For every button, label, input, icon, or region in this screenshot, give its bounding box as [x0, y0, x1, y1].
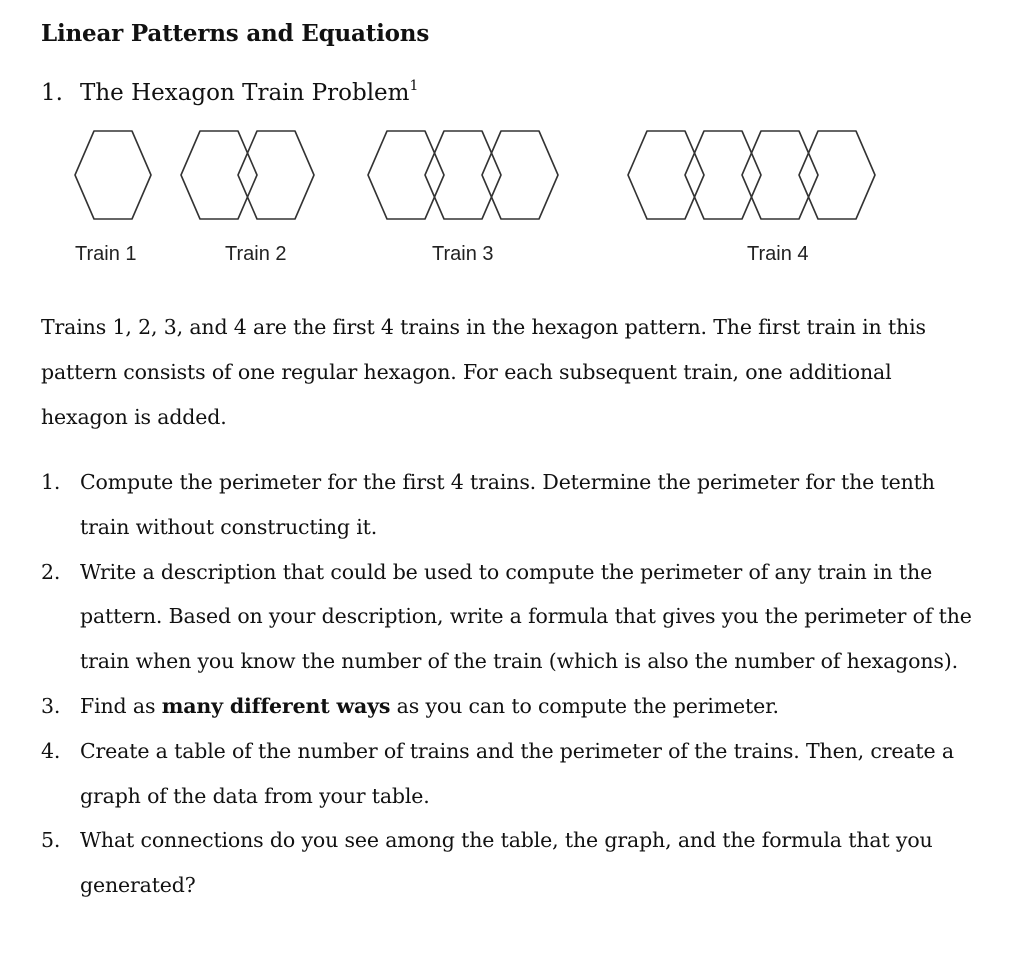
train-2-hexagon-1 — [181, 131, 257, 219]
train-2-label: Train 2 — [225, 243, 287, 265]
train-4-label: Train 4 — [747, 243, 809, 265]
problem-title: The Hexagon Train Problem — [80, 80, 410, 106]
task-item-4 — [41, 729, 981, 819]
train-4-hexagon-2 — [685, 131, 761, 219]
task-2-number: 2. — [41, 559, 61, 584]
train-4-hexagon-3 — [742, 131, 818, 219]
task-3-text-after: as you can to compute the perimeter. — [390, 693, 779, 718]
task-1-text: Compute the perimeter for the first 4 trains. Determine the perimeter for the tenth train without constructing it. — [80, 470, 935, 539]
train-4-hexagon-4 — [799, 131, 875, 219]
train-4-hexagons — [628, 131, 875, 219]
train-3-label: Train 3 — [432, 243, 494, 265]
task-list — [41, 460, 981, 908]
task-item-5 — [41, 818, 981, 908]
task-4-number: 4. — [41, 738, 61, 763]
task-3-text-before: Find as — [80, 693, 162, 718]
train-1-hexagons — [75, 131, 151, 219]
task-3-number: 3. — [41, 693, 61, 718]
train-2-hexagon-2 — [238, 131, 314, 219]
problem-heading — [41, 80, 418, 106]
task-5-text: What connections do you see among the table, the graph, and the formula that you generated? — [80, 828, 933, 898]
page-title: Linear Patterns and Equations — [41, 20, 430, 47]
task-3-emphasis: many different ways — [161, 693, 391, 718]
train-3-hexagon-1 — [368, 131, 444, 219]
footnote-marker: 1 — [409, 78, 419, 94]
train-1-hexagon-1 — [75, 131, 151, 219]
hexagon-trains-figure — [0, 120, 1024, 230]
intro-paragraph — [41, 305, 961, 440]
task-2-text: Write a description that could be used to compute the perimeter of any train in the pattern. Based on your description, write a formula that gives you the perimeter of the train when you know the number of the train (which is also the number of hexagons). — [80, 559, 972, 674]
task-item-1 — [41, 460, 981, 550]
task-item-2 — [41, 550, 981, 684]
train-3-hexagons — [368, 131, 558, 219]
task-4-text: Create a table of the number of trains and the perimeter of the trains. Then, create a graph of the data from your table. — [80, 738, 954, 808]
train-2-hexagons — [181, 131, 314, 219]
train-1-label: Train 1 — [75, 243, 137, 265]
intro-text: Trains 1, 2, 3, and 4 are the first 4 trains in the hexagon pattern. The first train in this pattern consists of one regular hexagon. For each subsequent train, one additional hexagon is added. — [41, 315, 926, 429]
problem-number: 1. — [41, 80, 63, 106]
task-5-number: 5. — [41, 828, 61, 853]
task-item-3 — [41, 684, 981, 729]
task-1-number: 1. — [41, 470, 61, 494]
train-4-hexagon-1 — [628, 131, 704, 219]
train-3-hexagon-2 — [425, 131, 501, 219]
train-3-hexagon-3 — [482, 131, 558, 219]
